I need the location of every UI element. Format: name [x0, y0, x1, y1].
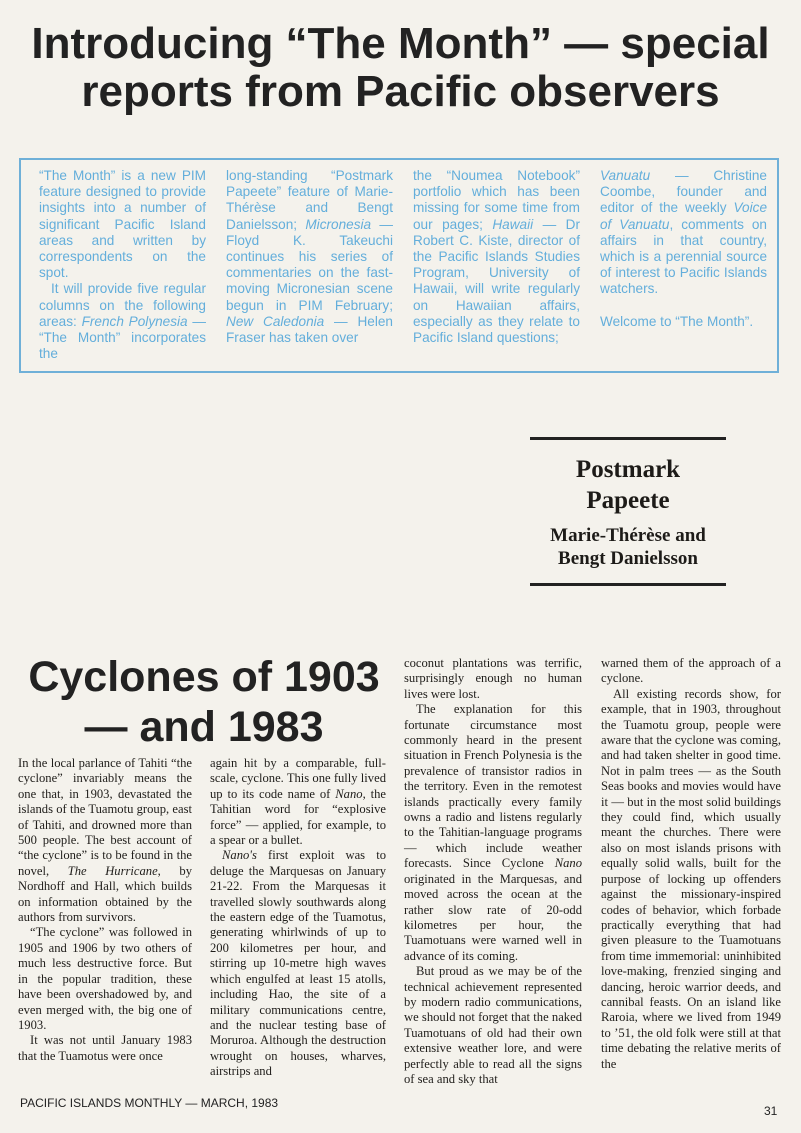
article-title-line-2: — and 1983: [84, 703, 324, 751]
article-paragraph: coconut plantations was terrific, surprisingly enough no human lives were lost.: [404, 656, 582, 701]
intro-text: the “Noumea Notebook” portfolio which has been missing for some time from our pages;: [413, 168, 580, 232]
headline-line-1: Introducing “The Month” — special: [31, 19, 770, 68]
article-text: , by Nordhoff and Hall, which builds on information obtained by the authors from survivors.: [18, 863, 192, 925]
intro-text: — Helen Fraser has taken over: [226, 313, 393, 346]
intro-paragraph: [413, 168, 580, 346]
article-text: , the Tahitian word for “explosive force” — applied, for example, to a spear or a bullet.: [210, 786, 387, 848]
intro-text: — “The Month” incorporates the: [39, 313, 207, 362]
intro-welcome: Welcome to “The Month”.: [600, 313, 754, 329]
cyclone-name: Nano's: [222, 848, 257, 863]
article-column-3: [404, 656, 582, 1087]
intro-area-name: New Caledonia: [226, 313, 325, 329]
article-text: again hit by a comparable, full-scale, cyclone. This one fully lived up to its code name of: [210, 756, 386, 801]
page-headline: [0, 20, 801, 116]
article-column-4: [601, 656, 781, 1072]
novel-title: The Hurricane: [67, 863, 158, 878]
article-paragraph: It was not until January 1983 that the Tuamotus were once: [18, 1033, 192, 1063]
article-paragraph: [404, 702, 582, 964]
intro-text: It will provide five regular columns on the following areas:: [39, 281, 206, 329]
intro-area-name: Micronesia: [305, 216, 372, 232]
column-authors-line-1: Marie-Thérèse and: [550, 525, 706, 546]
bottom-rule: [530, 583, 726, 586]
intro-column-4: [600, 168, 767, 371]
intro-column-2: [226, 168, 393, 371]
top-rule: [530, 437, 726, 440]
intro-text: — Floyd K. Takeuchi continues his series of commentaries on the fast-moving Micronesian scene begun in PIM February;: [226, 216, 394, 313]
page-number: 31: [764, 1104, 778, 1118]
column-authors: [480, 524, 776, 570]
intro-text: — Christine Coombe, founder and editor of the weekly: [600, 168, 767, 216]
intro-publication-name: Voice of Vanuatu: [600, 200, 767, 232]
column-authors-line-2: Bengt Danielsson: [558, 548, 698, 569]
cyclone-name: Nano: [554, 856, 582, 871]
intro-area-name: Vanuatu: [600, 168, 651, 183]
article-paragraph: [210, 848, 386, 1079]
intro-area-name: Hawaii: [492, 216, 534, 232]
article-paragraph: [210, 756, 386, 848]
article-text: In the local parlance of Tahiti “the cyclone” invariably means the one that, in 1903, devastated the islands of the Tuamotu group, east of Tahiti, and drowned more than 500 people. The best account of “the cyclone” is to be found in the novel,: [18, 756, 192, 878]
article-column-1: [18, 756, 192, 1064]
intro-paragraph: [226, 168, 393, 346]
intro-area-name: French Polynesia: [81, 313, 188, 329]
publication-footer: PACIFIC ISLANDS MONTHLY — MARCH, 1983: [20, 1096, 279, 1110]
intro-paragraph: [39, 281, 206, 362]
intro-text: long-standing “Postmark Papeete” feature of Marie-Thérèse and Bengt Danielsson;: [226, 168, 393, 232]
article-paragraph: But proud as we may be of the technical achievement represented by modern radio communications, we should not forget that the naked Tuamotuans of old had their own extensive weather lore, and were perfectly able to read all the signs of sea and sky that: [404, 964, 582, 1086]
intro-text: , comments on affairs in that country, which is a perennial source of interest to Pacific Islands watchers.: [600, 216, 767, 297]
intro-column-3: [413, 168, 580, 371]
column-header: [480, 454, 776, 570]
intro-text: — Dr Robert C. Kiste, director of the Pacific Islands Studies Program, University of Hawaii, will write regularly on Hawaiian affairs, especially as they relate to Pacific Island questions;: [413, 216, 580, 346]
intro-column-1: [39, 168, 206, 371]
article-paragraph: warned them of the approach of a cyclone.: [601, 656, 781, 686]
paragraph-spacer: [600, 298, 767, 314]
article-text: first exploit was to deluge the Marquesas on January 21-22. From the Marquesas it travelled slowly southwards along the eastern edge of the Tuamotus, generating whirlwinds of up to 200 kilometres per hour, and stirring up 10-metre high waves which engulfed at least 15 atolls, including Hao, the site of a military communications centre, and the nuclear testing base of Moruroa. Although the destruction wrought on houses, wharves, airstrips and: [210, 848, 386, 1079]
article-column-2: [210, 756, 386, 1080]
article-paragraph: [18, 756, 192, 925]
intro-box: [19, 158, 779, 373]
cyclone-name: Nano: [335, 786, 363, 801]
article-paragraph: “The cyclone” was followed in 1905 and 1906 by two others of much less destructive force. But in the popular tradition, these have been overshadowed by, and even merged with, the big one of 1903.: [18, 925, 192, 1032]
column-title: [480, 454, 776, 516]
article-title: [14, 652, 394, 752]
article-title-line-1: Cyclones of 1903: [28, 653, 380, 701]
column-title-line-1: Postmark: [575, 456, 681, 483]
intro-paragraph: “The Month” is a new PIM feature designed to provide insights into a number of significant Pacific Island areas and written by correspondents on the spot.: [39, 168, 206, 281]
article-paragraph: All existing records show, for example, that in 1903, throughout the Tuamotu group, people were aware that the cyclone was coming, and had taken shelter in good time. Not in palm trees — as the South Seas books and movies would have it — but in the most solid buildings they could find, which usually meant the churches. There were also on most islands prisons with equally solid walls, built for the purpose of locking up offenders against the missionary-inspired codes of behavior, which forbade practically everything that had given pleasure to the Tuamotuans from time immemorial: uninhibited love-making, frenzied singing and dancing, heroic warrior deeds, and cannibal feasts. On an island like Raroia, where we lived from 1949 to ’51, the old folk were still at that time debating the relative merits of the: [601, 686, 781, 1071]
article-text: originated in the Marquesas, and moved across the ocean at the rather slow rate of 20-odd kilometres per hour, the Tuamotuans were warned well in advance of its coming.: [404, 871, 582, 963]
headline-line-2: reports from Pacific observers: [81, 67, 720, 116]
article-text: The explanation for this fortunate circumstance most commonly heard in the present situation in French Polynesia is the prevalence of transistor radios in the territory. Even in the remotest islands practically every family owns a radio and listens regularly to the Tahitian-language programs — which include weather forecasts. Since Cyclone: [404, 702, 582, 871]
column-title-line-2: Papeete: [586, 487, 670, 514]
intro-paragraph: [600, 168, 767, 298]
